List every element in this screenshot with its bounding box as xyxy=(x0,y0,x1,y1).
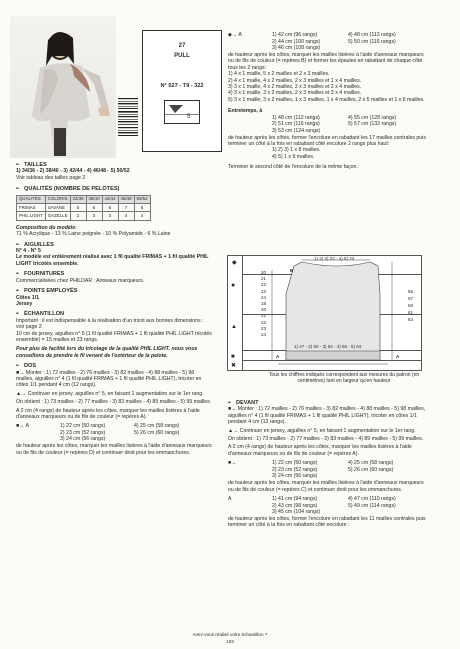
difficulty-level: 5 xyxy=(187,114,191,120)
table-cell: 3 xyxy=(86,212,102,220)
diamond-arrow-icon: ◆→ xyxy=(228,32,239,38)
schematic-left-value: 20 xyxy=(261,270,267,275)
devant-step-4: A 2 cm (4 rangs) de hauteur après les côtes, marquer les mailles lisières à l'aide d'anneaux marqueurs ou de fils de couleur (= repères A). xyxy=(228,444,412,457)
devant-step-5: de hauteur après les côtes, marquer les mailles lisières à l'aide d'anneaux marqueurs ou de fils de couleur (= repères C) et continuer droit pour les emmanchures. xyxy=(228,480,424,493)
dos-measure: 4) 25 cm (58 rangs) xyxy=(134,423,180,430)
dos-step-1: ■→ Monter : 1) 72 mailles - 2) 76 mailles - 3) 82 mailles - 4) 88 mailles - 5) 98 mailles, aiguilles n° 4 (1 fil qualité FRIMAS + 1 fil qualité PHIL LIGHT), tricoter en côtes 1/1 pendant 4 cm (12 rangs). xyxy=(16,369,202,389)
back-height-marker: ◆→ A xyxy=(228,32,242,38)
schematic-left-value: 23 xyxy=(261,288,267,294)
table-cell: 4 xyxy=(118,212,134,220)
table-cell: 2 xyxy=(70,212,86,220)
table-cell: SAVANE xyxy=(45,204,70,212)
schematic-symbol-column xyxy=(228,256,243,370)
neck-intro: de hauteur après les côtes, former l'encolure en rabattant les 17 mailles centrales puis terminer un côté à la fois en rabattant côté encolure 2 rangs plus haut: xyxy=(228,134,426,148)
triangle-arrow-icon: ▲→ xyxy=(16,390,28,397)
devant-step-2: ▲→ Continuer en jersey, aiguilles n° 5, en faisant 1 augmentation sur le 1er rang. xyxy=(228,427,416,434)
dos-measure: 5) 26 cm (60 rangs) xyxy=(134,429,180,436)
square-arrow-icon: ■→ xyxy=(228,460,237,467)
shoulder-intro: de hauteur après les côtes, marquer les mailles lisières à l'aide d'anneaux marqueurs ou de fils de couleur (= repères B) et former les épaules en rabattant de chaque côté tous les 2 rangs: xyxy=(228,52,424,71)
table-header-cell: COLORIS xyxy=(45,195,70,203)
echantillon-gauge: 10 cm de jersey, aiguilles n° 5 (1 fil qualité FRIMAS + 1 fil qualité PHIL LIGHT tricotés ensemble) = 15 mailles et 23 rangs. xyxy=(16,330,212,343)
table-header-cell: QUALITÉS xyxy=(17,195,46,203)
footer-question: Avez-vous réalisé votre échantillon ? xyxy=(192,632,268,637)
tailles-sizes: 1) 34/36 - 2) 38/40 - 3) 42/44 - 4) 46/48 - 5) 50/52 xyxy=(16,168,130,175)
neck-item: 1) 2) 3) 1 x 8 mailles. xyxy=(272,147,321,154)
table-cell: 8 xyxy=(134,204,150,212)
devant-neck-height: 3) 45 cm (104 rangs) xyxy=(272,509,321,516)
dos-measure-marker: ■→ A xyxy=(16,423,29,430)
devant-neck-height: 1) 41 cm (94 rangs) xyxy=(272,496,318,503)
echantillon-note: Pour plus de facilité lors du tricotage de la qualité PHIL LIGHT, nous vous conseillons de prendre le fil venant de l'extérieur de la pelote. xyxy=(16,346,198,359)
difficulty-box xyxy=(164,100,200,124)
devant-neck-marker: A xyxy=(228,496,232,503)
schematic-right-value: 57 xyxy=(408,296,414,301)
shoulder-item: 5) 3 x 1 maille, 3 x 2 mailles, 1 x 3 mailles, 1 x 4 mailles, 2 x 5 mailles et 1 x 6 mailles. xyxy=(228,96,425,103)
neck-height: 3) 53 cm (124 rangs) xyxy=(272,127,321,134)
diamond-icon: ◆ xyxy=(232,260,237,266)
aiguilles-text: Le modèle est entièrement réalisé avec 1 fil qualité FRIMAS + 1 fil qualité PHIL LIGHT tricotés ensemble. xyxy=(16,254,209,267)
points-cotes: Côtes 1/1 xyxy=(16,294,40,301)
pattern-schematic xyxy=(227,255,422,371)
devant-step-1: ■→ Monter : 1) 72 mailles - 2) 76 mailles - 3) 82 mailles - 4) 88 mailles - 5) 98 mailles, aiguilles n° 4 (1 fil qualité FRIMAS + 1 fil qualité PHIL LIGHT), tricoter en côtes 1/1 pendant 4 cm (12 rangs). xyxy=(228,406,426,426)
echantillon-text: Important : il est indispensable à la réalisation d'un tricot aux bonnes dimensions : voir page 2 xyxy=(16,317,204,331)
qualites-heading: ▪▪ QUALITÉS (NOMBRE DE PELOTES) xyxy=(16,186,120,193)
table-row xyxy=(17,212,151,220)
square-arrow-icon: ■→ xyxy=(16,423,26,430)
neck-item: 4) 5) 1 x 9 mailles. xyxy=(272,153,315,160)
aiguilles-sizes: N° 4 - N° 5 xyxy=(16,248,41,255)
table-header-row xyxy=(17,195,151,203)
schematic-left-value: 24 xyxy=(261,294,267,300)
devant-measure: 4) 25 cm (58 rangs) xyxy=(348,460,394,467)
dos-measure-block xyxy=(16,423,212,443)
neck-height: 5) 57 cm (132 rangs) xyxy=(348,121,397,128)
dos-step-4: A 2 cm (4 rangs) de hauteur après les côtes, marquer les mailles lisières à l'aide d'anneaux marqueurs ou de fils de couleur (= repères A). xyxy=(16,407,200,420)
square-arrow-icon: ■→ xyxy=(228,406,238,413)
tailles-note: Voir tableau des tailles page 2 xyxy=(16,174,86,181)
table-cell: FRIMAS xyxy=(17,204,46,212)
back-height: 4) 48 cm (112 rangs) xyxy=(348,32,396,38)
schematic-letter: B xyxy=(290,268,294,273)
table-cell: 5 xyxy=(70,204,86,212)
yarn-quantity-table xyxy=(16,195,151,221)
page-number: 103 xyxy=(226,639,234,644)
devant-neck-height: 5) 49 cm (114 rangs) xyxy=(348,502,396,509)
shoulder-item: 2) 4 x 1 maille, 4 x 2 mailles, 2 x 3 mailles et 1 x 4 mailles. xyxy=(228,77,362,84)
schematic-left-value: 22 xyxy=(261,319,267,325)
dos-step-5: de hauteur après les côtes, marquer les mailles lisières à l'aide d'anneaux marqueurs ou de fils de couleur (= repères D) et continuer droit pour les emmanchures. xyxy=(16,443,212,456)
points-heading: ▪▪ POINTS EMPLOYÉS xyxy=(16,288,78,295)
schematic-top-width: 1) 2) 3) 22 - 4) 5) 23 xyxy=(314,256,355,261)
barcode xyxy=(118,98,138,136)
pattern-name: PULL xyxy=(174,53,190,59)
schematic-right-heights xyxy=(408,288,413,323)
pattern-reference: N° 027 - T9 - 322 xyxy=(160,83,204,89)
pattern-id-box xyxy=(142,30,222,152)
points-jersey: Jersey xyxy=(16,300,33,307)
schematic-right-value: 61 xyxy=(408,310,414,315)
schematic-left-value: 18 xyxy=(261,301,267,307)
dos-heading: ▪▪ DOS xyxy=(16,363,37,370)
echantillon-heading: ▪▪ ÉCHANTILLON xyxy=(16,311,65,318)
table-row xyxy=(17,204,151,212)
devant-heading: ▪▪ DEVANT xyxy=(228,400,259,406)
neck-list xyxy=(228,147,426,160)
devant-step-3: On obtient : 1) 73 mailles - 2) 77 mailles - 3) 83 mailles - 4) 89 mailles - 5) 99 mailles. xyxy=(228,436,424,443)
schematic-bottom-width: 1) 47 - 2) 50 - 3) 54 - 4) 58 - 5) 64 xyxy=(294,344,362,349)
difficulty-icon xyxy=(165,101,199,123)
table-cell: 6 xyxy=(86,204,102,212)
dos-measure: 2) 23 cm (52 rangs) xyxy=(60,429,106,436)
back-height-block xyxy=(228,32,426,52)
pattern-number: 27 xyxy=(178,43,186,49)
table-cell: PHIL LIGHT xyxy=(17,212,46,220)
schematic-drawing xyxy=(242,256,421,370)
triangle-icon: ▲ xyxy=(231,324,237,330)
dos-step-2: ▲→ Continuer en jersey, aiguilles n° 5, en faisant 1 augmentation sur le 1er rang. xyxy=(16,390,204,397)
devant-neck-height: 4) 47 cm (110 rangs) xyxy=(348,496,396,503)
table-cell: 4 xyxy=(134,212,150,220)
back-height: 2) 44 cm (100 rangs) xyxy=(272,38,321,45)
schematic-left-value: 23 xyxy=(261,325,267,331)
tailles-heading: ▪▪ TAILLES xyxy=(16,162,47,168)
shoulder-item: 3) 3 x 1 maille, 4 x 2 mailles, 2 x 3 mailles et 2 x 4 mailles. xyxy=(228,84,362,91)
barcode-icon xyxy=(118,98,138,136)
devant-measure: 5) 26 cm (60 rangs) xyxy=(348,466,394,473)
back-height: 1) 42 cm (96 rangs) xyxy=(272,32,318,38)
devant-measure-block xyxy=(228,460,426,480)
shoulder-item: 4) 3 x 1 maille, 3 x 2 mailles, 2 x 3 mailles et 3 x 4 mailles. xyxy=(228,90,362,97)
square-icon: ■ xyxy=(231,354,235,360)
model-figure-illustration xyxy=(10,16,116,158)
entretemps-heading: Entretemps, à xyxy=(228,108,263,115)
schematic-right-value: 63 xyxy=(408,317,414,322)
schematic-letter: A xyxy=(396,354,400,359)
schematic-right-value: 55 xyxy=(408,289,414,294)
left-column xyxy=(16,162,212,456)
table-header-cell: 38/40 xyxy=(86,195,102,203)
devant-section xyxy=(228,400,426,529)
neck-finish: Terminer le second côté de l'encolure de la même façon. xyxy=(228,164,358,171)
schematic-caption: Tous les chiffres indiqués correspondent aux mesures du patron (en centimètres) tant en largeur qu'en hauteur xyxy=(268,372,420,385)
devant-neck-block xyxy=(228,496,426,516)
table-cell: 7 xyxy=(118,204,134,212)
schematic-left-value: 20 xyxy=(261,307,267,313)
table-cell: GAZELLE xyxy=(45,212,70,220)
table-header-cell: 50/52 xyxy=(134,195,150,203)
composition-text: 71 % Acrylique - 13 % Laine peignée - 10 % Polyamide - 6 % Laine xyxy=(16,231,171,238)
dos-measure: 3) 24 cm (56 rangs) xyxy=(60,436,106,443)
schematic-left-value: 22 xyxy=(261,282,267,288)
schematic-left-value: 21 xyxy=(261,276,267,282)
table-header-cell: 34/36 xyxy=(70,195,86,203)
composition-heading: Composition du modèle: xyxy=(16,224,77,231)
schematic-left-heights xyxy=(261,270,266,338)
cross-icon: ✖ xyxy=(231,363,237,369)
dos-measure: 1) 22 cm (50 rangs) xyxy=(60,423,106,430)
neck-height: 2) 51 cm (116 rangs) xyxy=(272,121,320,128)
fournitures-text: Commercialisées chez PHILDAR : Anneaux marqueurs. xyxy=(16,277,145,284)
back-height: 3) 46 cm (108 rangs) xyxy=(272,45,321,51)
right-column-top xyxy=(228,32,426,171)
devant-measure: 3) 24 cm (56 rangs) xyxy=(272,473,318,480)
schematic-letter: A xyxy=(276,354,280,359)
schematic-left-value: 21 xyxy=(261,313,267,319)
table-header-cell: 42/44 xyxy=(102,195,118,203)
aiguilles-heading: ▪▪ AIGUILLES xyxy=(16,241,54,248)
back-height: 5) 50 cm (116 rangs) xyxy=(348,38,396,45)
dot-icon: ● xyxy=(231,282,236,289)
fournitures-heading: ▪▪ FOURNITURES xyxy=(16,271,65,278)
schematic-left-value: 24 xyxy=(261,332,267,338)
dos-step-3: On obtient : 1) 73 mailles - 2) 77 mailles - 3) 83 mailles - 4) 89 mailles - 5) 99 mailles. xyxy=(16,399,212,406)
devant-measure: 2) 23 cm (52 rangs) xyxy=(272,466,318,473)
shoulder-item: 1) 4 x 1 maille, 5 x 2 mailles et 2 x 3 mailles. xyxy=(228,71,330,78)
devant-measure: 1) 22 cm (50 rangs) xyxy=(272,460,318,467)
square-arrow-icon: ■→ xyxy=(16,369,26,376)
model-photo xyxy=(10,16,116,158)
devant-neck-height: 2) 43 cm (98 rangs) xyxy=(272,502,318,509)
neck-height-block xyxy=(228,115,426,135)
table-cell: 6 xyxy=(102,204,118,212)
neck-height: 4) 55 cm (128 rangs) xyxy=(348,114,397,121)
triangle-arrow-icon: ▲→ xyxy=(228,427,240,434)
table-header-cell: 46/48 xyxy=(118,195,134,203)
schematic-right-value: 59 xyxy=(408,303,414,308)
devant-step-6: de hauteur après les côtes, former l'encolure en rabattant les 11 mailles centrales puis terminer un côté à la fois en rabattant côté encolure : xyxy=(228,516,426,529)
table-cell: 3 xyxy=(102,212,118,220)
neck-height: 1) 48 cm (112 rangs) xyxy=(272,114,320,121)
shoulder-list xyxy=(228,71,426,103)
